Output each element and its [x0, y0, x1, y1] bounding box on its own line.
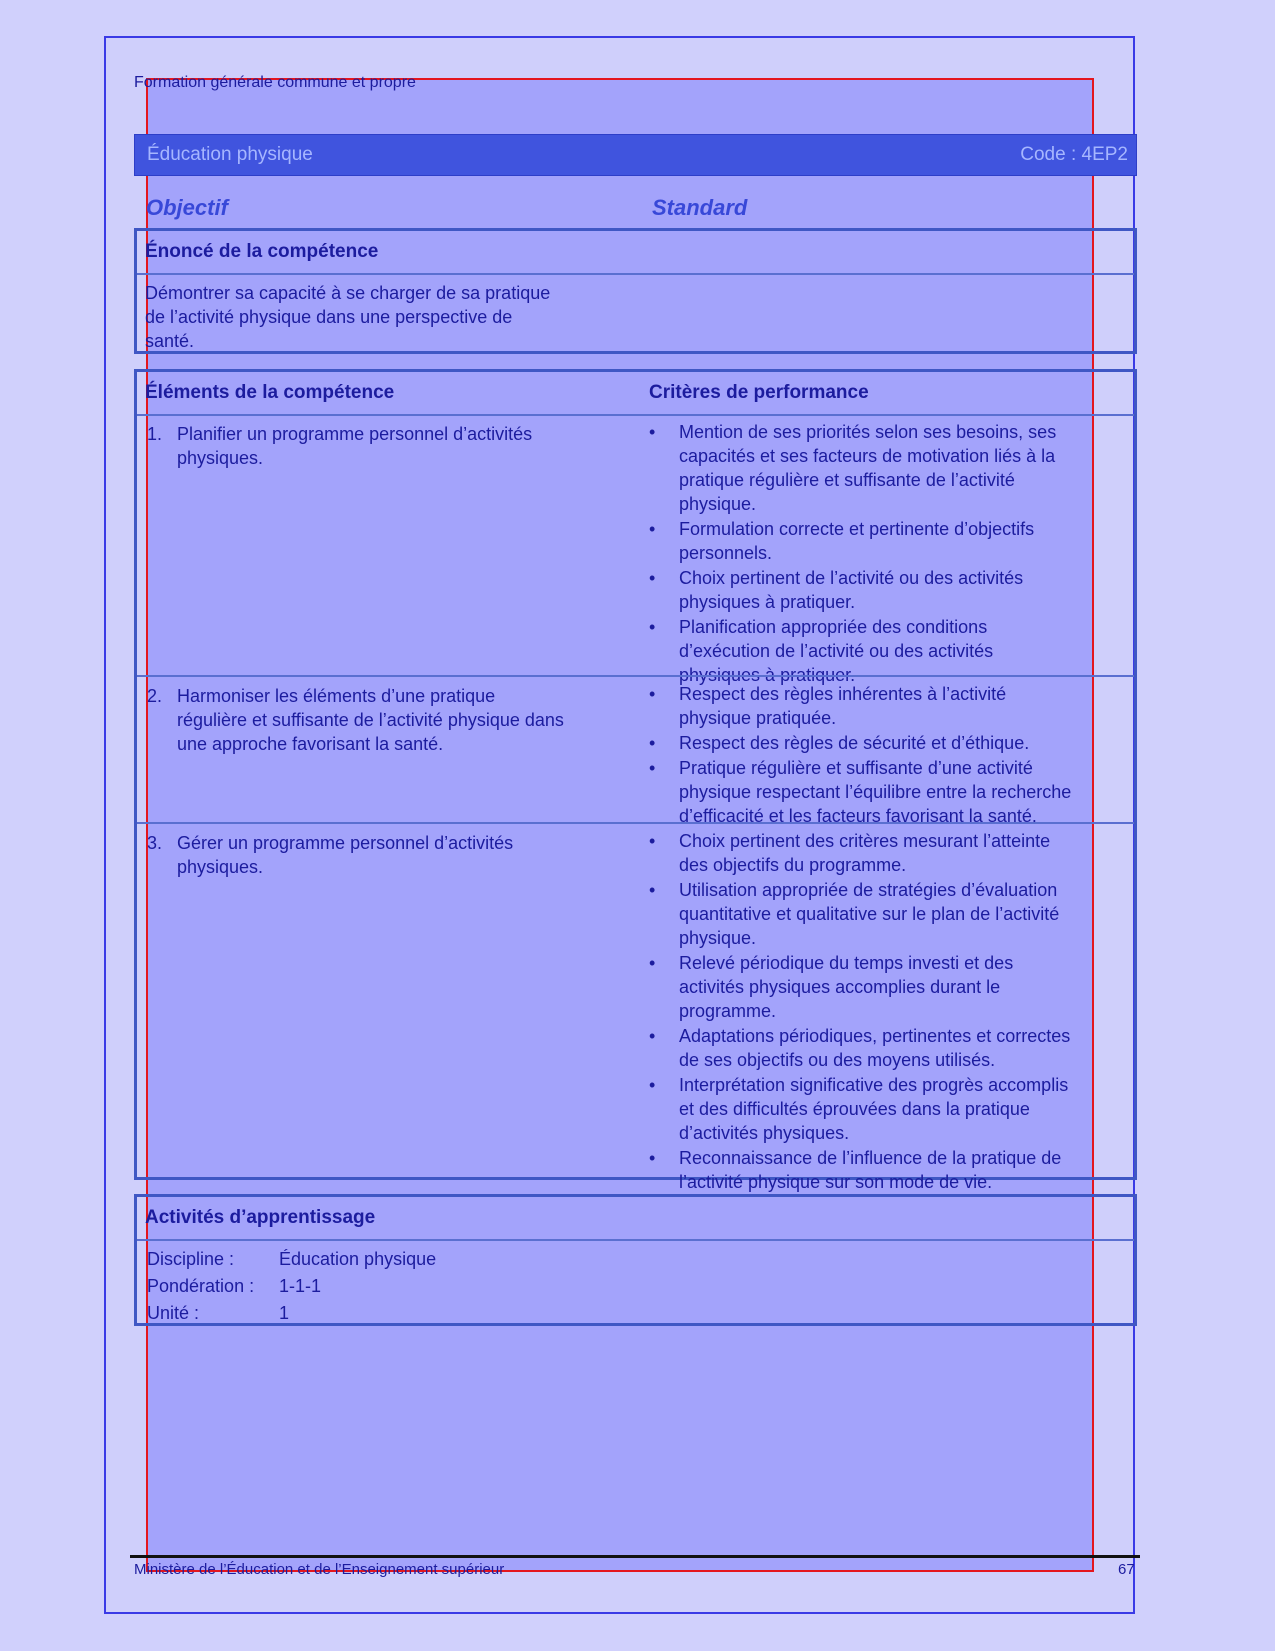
element-line: régulière et suffisante de l’activité physique dans	[177, 710, 564, 730]
criterion	[649, 951, 1119, 1023]
learning-activities-heading: Activités d’apprentissage	[145, 1207, 376, 1228]
criterion-line: • Reconnaissance de l’influence de la pratique de	[679, 1148, 1062, 1168]
criterion-line: • Adaptations périodiques, pertinentes et correctes	[679, 1026, 1071, 1046]
criteria-list-3	[649, 829, 1119, 1195]
footer-divider	[130, 1555, 1140, 1558]
learning-activities-header	[137, 1197, 1134, 1241]
criterion-line: programme.	[679, 1001, 777, 1021]
criterion-line: • Interprétation significative des progrès accomplis	[679, 1075, 1069, 1095]
criterion-line: • Mention de ses priorités selon ses besoins, ses	[679, 422, 1057, 442]
criterion	[649, 1024, 1119, 1072]
unit-label: Unité :	[147, 1303, 200, 1323]
element-number: 3.	[147, 833, 163, 853]
criterion	[649, 1146, 1119, 1194]
discipline-value: Éducation physique	[279, 1249, 437, 1269]
criterion	[649, 682, 1119, 730]
criterion-line: physiques à pratiquer.	[679, 665, 856, 685]
criterion-line: • Formulation correcte et pertinente d’objectifs	[679, 519, 1035, 539]
element-line: une approche favorisant la santé.	[177, 734, 444, 754]
criterion-line: d’exécution de l’activité ou des activités	[679, 641, 994, 661]
criterion-line: d’efficacité et les facteurs favorisant la santé.	[679, 806, 1037, 826]
learning-activities-box	[134, 1194, 1137, 1326]
criterion	[649, 420, 1119, 516]
criteria-list-2	[649, 682, 1119, 829]
criterion	[649, 517, 1119, 565]
criterion-line: physique respectant l’équilibre entre la recherche	[679, 782, 1072, 802]
criterion	[649, 756, 1119, 828]
weighting-label: Pondération :	[147, 1276, 255, 1296]
criteria-heading: Critères de performance	[649, 382, 869, 403]
competence-line: de l’activité physique dans une perspective de	[145, 307, 513, 327]
criterion-line: physique.	[679, 494, 757, 514]
element-line: Gérer un programme personnel d’activités	[177, 833, 514, 853]
elements-heading: Éléments de la compétence	[145, 382, 395, 403]
element-line: physiques.	[177, 448, 264, 468]
criterion	[649, 829, 1119, 877]
competence-statement-box	[134, 228, 1137, 354]
unit-value: 1	[279, 1303, 290, 1323]
discipline-row	[147, 1249, 436, 1270]
page-number: 67	[1118, 1561, 1135, 1578]
element-1	[147, 422, 647, 470]
criterion-line: • Pratique régulière et suffisante d’une activité	[679, 758, 1033, 778]
criterion-line: physique pratiquée.	[679, 708, 837, 728]
criterion-line: • Respect des règles inhérentes à l’activité	[679, 684, 1007, 704]
criterion-line: physiques à pratiquer.	[679, 592, 856, 612]
course-title-bar	[134, 134, 1137, 176]
weighting-value: 1-1-1	[279, 1276, 322, 1296]
elements-criteria-box	[134, 369, 1137, 1192]
criterion-line: • Utilisation appropriée de stratégies d’évaluation	[679, 880, 1058, 900]
criteria-list-1	[649, 420, 1119, 688]
criterion-line: • Planification appropriée des conditions	[679, 617, 988, 637]
competence-line: Démontrer sa capacité à se charger de sa pratique	[145, 283, 551, 303]
criterion	[649, 566, 1119, 614]
competence-line: santé.	[145, 331, 195, 351]
criterion-line: • Respect des règles de sécurité et d’éthique.	[679, 733, 1030, 753]
weighting-row	[147, 1276, 321, 1297]
criterion-line: l’activité physique sur son mode de vie.	[679, 1172, 993, 1192]
criterion-line: • Choix pertinent des critères mesurant l’atteinte	[679, 831, 1051, 851]
competence-statement-header	[137, 231, 1134, 275]
standard-label: Standard	[652, 195, 748, 220]
element-2	[147, 684, 647, 756]
competence-statement-text	[145, 281, 550, 353]
unit-row	[147, 1303, 289, 1324]
criterion-line: quantitative et qualitative sur le plan de l’activité	[679, 904, 1060, 924]
element-3	[147, 831, 647, 879]
course-title: Éducation physique	[147, 144, 313, 165]
elements-criteria-header	[137, 372, 1134, 416]
criterion-line: personnels.	[679, 543, 773, 563]
element-line: Planifier un programme personnel d’activités	[177, 424, 533, 444]
criterion-line: d’activités physiques.	[679, 1123, 850, 1143]
criterion-line: et des difficultés éprouvées dans la pratique	[679, 1099, 1030, 1119]
criterion	[649, 731, 1119, 755]
element-number: 1.	[147, 424, 163, 444]
element-line: physiques.	[177, 857, 264, 877]
criterion-line: des objectifs du programme.	[679, 855, 907, 875]
course-code: Code : 4EP2	[1020, 144, 1128, 165]
criterion	[649, 1073, 1119, 1145]
criterion-line: pratique régulière et suffisante de l’activité	[679, 470, 1015, 490]
criterion-line: physique.	[679, 928, 757, 948]
objective-label: Objectif	[146, 195, 228, 220]
criterion-line: • Choix pertinent de l’activité ou des activités	[679, 568, 1024, 588]
criterion	[649, 878, 1119, 950]
element-number: 2.	[147, 686, 163, 706]
section-header: Formation générale commune et propre	[134, 74, 416, 91]
footer-ministry: Ministère de l’Éducation et de l’Enseignement supérieur	[134, 1561, 505, 1578]
criterion-line: activités physiques accomplies durant le	[679, 977, 1001, 997]
criterion-line: capacités et ses facteurs de motivation liés à la	[679, 446, 1056, 466]
criterion-line: • Relevé périodique du temps investi et des	[679, 953, 1014, 973]
discipline-label: Discipline :	[147, 1249, 235, 1269]
competence-statement-heading: Énoncé de la compétence	[145, 241, 379, 262]
element-line: Harmoniser les éléments d’une pratique	[177, 686, 496, 706]
row-divider	[137, 822, 1134, 824]
criterion-line: de ses objectifs ou des moyens utilisés.	[679, 1050, 996, 1070]
row-divider	[137, 675, 1134, 677]
